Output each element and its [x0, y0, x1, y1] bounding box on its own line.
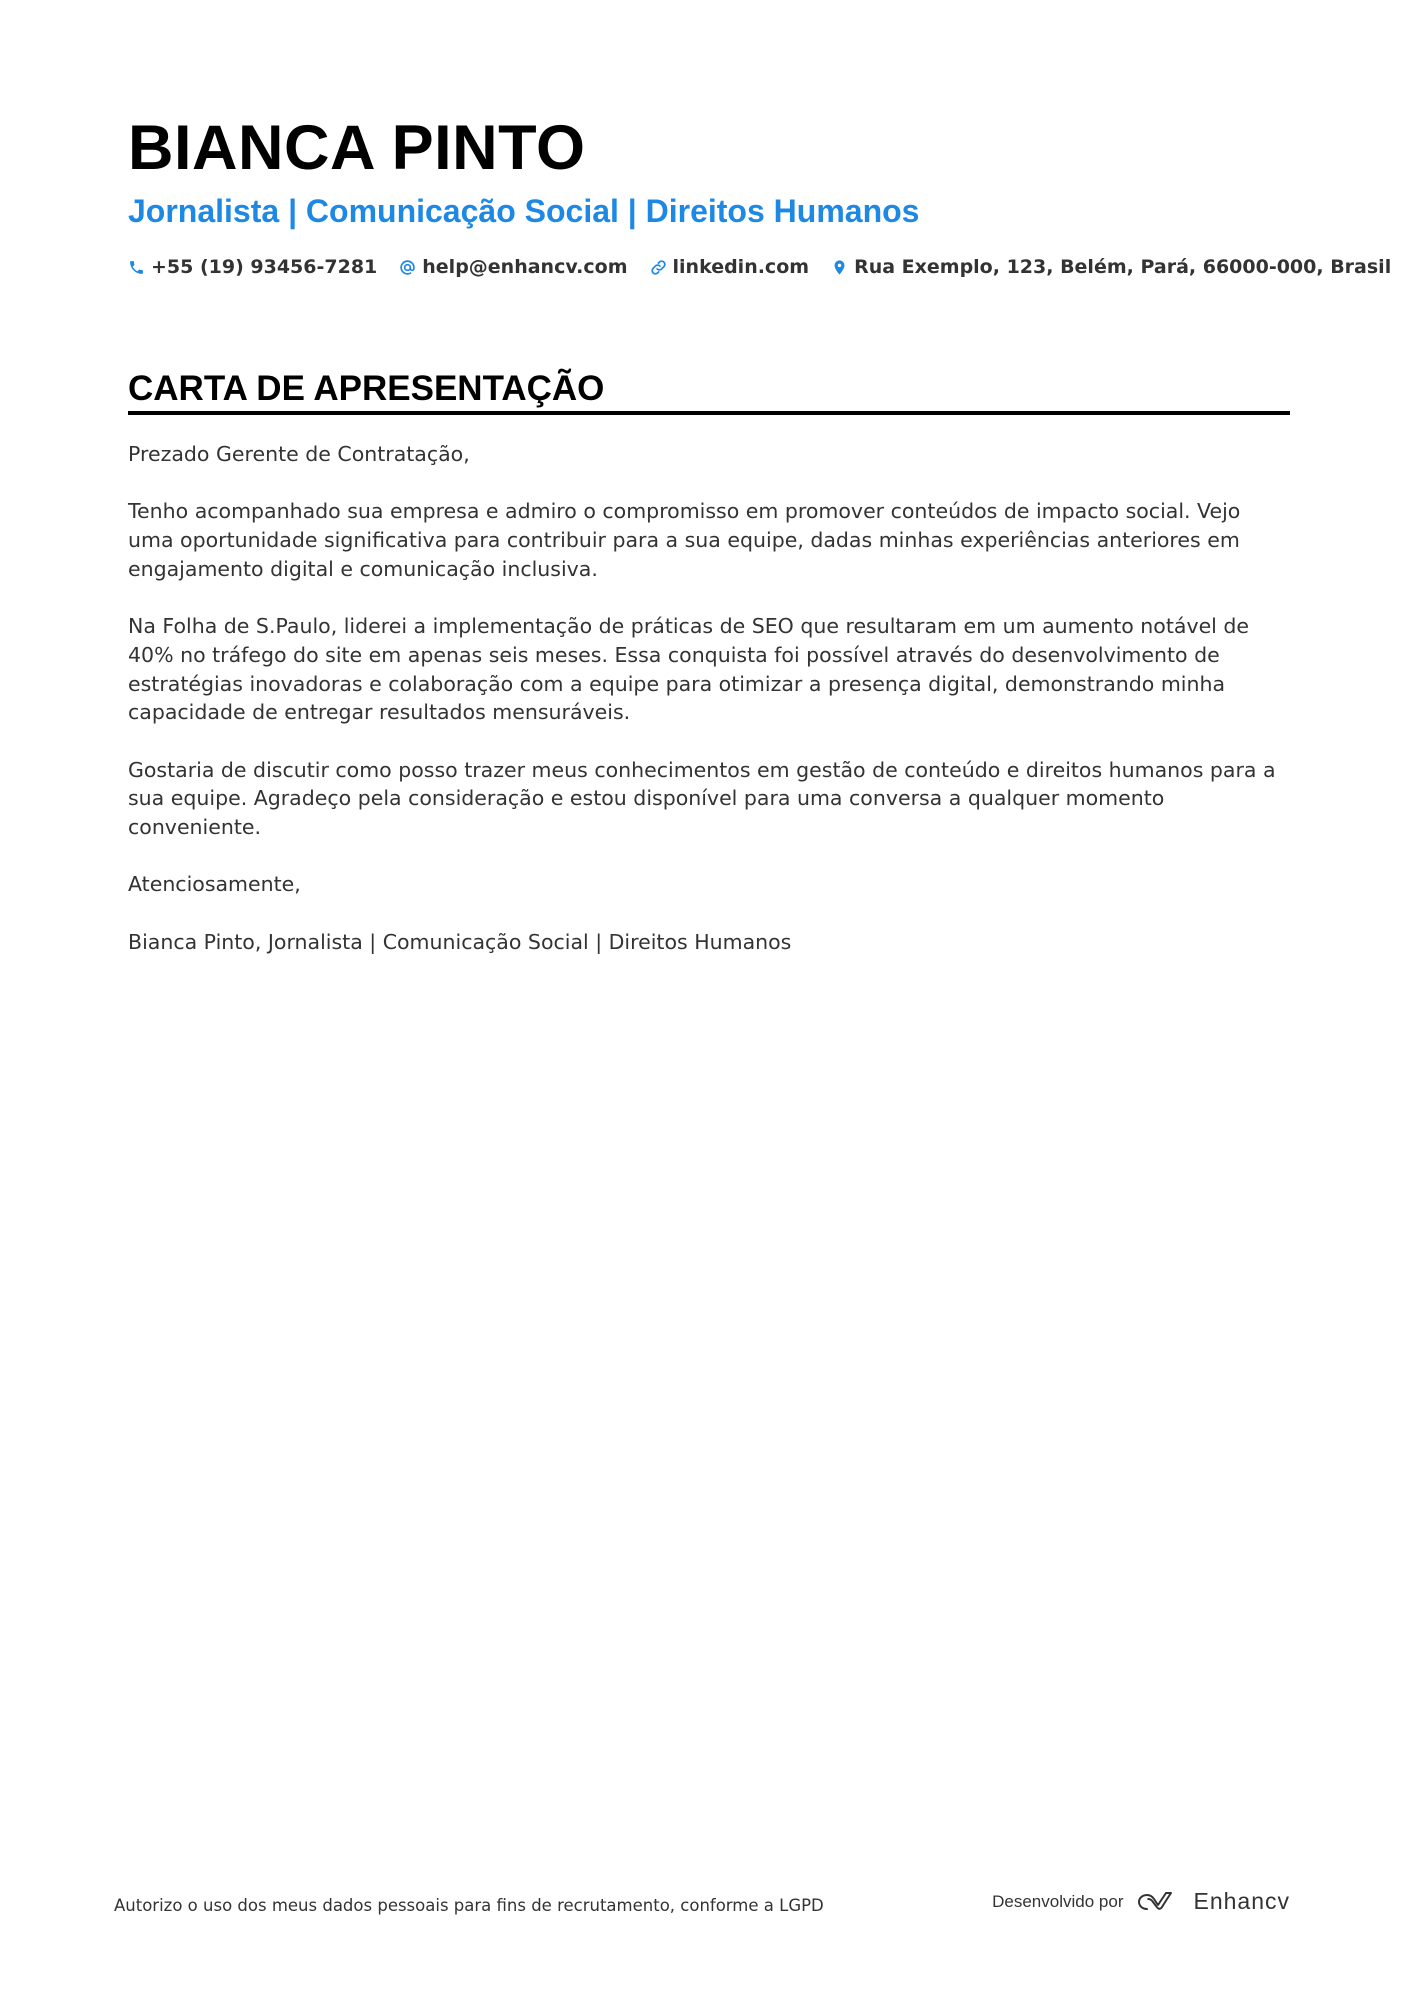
- phone-icon: [128, 259, 145, 276]
- letter-body: [128, 440, 1290, 985]
- letter-paragraph: Gostaria de discutir como posso trazer meus conhecimentos em gestão de conteúdo e direitos humanos para a sua equipe. Agradeço pela consideração e estou disponível para uma conversa a qualquer momento conveniente.: [128, 757, 1276, 840]
- letter-paragraph: Na Folha de S.Paulo, liderei a implementação de práticas de SEO que resultaram em um aumento notável de 40% no tráfego do site em apenas seis meses. Essa conquista foi possível através do desenvolvimento de estratégias inovadoras e colaboração com a equipe para otimizar a presença digital, demonstrando minha capacidade de entregar resultados mensuráveis.: [128, 614, 1250, 725]
- contact-email[interactable]: [399, 252, 627, 282]
- brand-name: Enhancv: [1193, 1888, 1290, 1914]
- enhancv-logo-icon: [1135, 1889, 1181, 1915]
- letter-paragraph: Tenho acompanhado sua empresa e admiro o compromisso em promover conteúdos de impacto social. Vejo uma oportunidade significativa para contribuir para a sua equipe, dadas minhas experiências anteriores em engajamento digital e comunicação inclusiva.: [128, 499, 1241, 581]
- candidate-headline: Jornalista | Comunicação Social | Direitos Humanos: [128, 193, 920, 229]
- letter-salutation: Prezado Gerente de Contratação,: [128, 442, 470, 466]
- contact-linkedin-text[interactable]: linkedin.com: [672, 256, 810, 278]
- footer-brand[interactable]: [992, 1888, 1290, 1915]
- contact-email-text[interactable]: help@enhancv.com: [422, 256, 628, 278]
- section-title: CARTA DE APRESENTAÇÃO: [128, 369, 605, 408]
- contact-linkedin[interactable]: [650, 252, 810, 282]
- contact-bar: [128, 252, 1391, 282]
- letter-signature: Bianca Pinto, Jornalista | Comunicação Social | Direitos Humanos: [128, 929, 792, 954]
- letter-closing: Atenciosamente,: [128, 872, 301, 897]
- at-icon: [399, 259, 416, 276]
- footer-consent-text: Autorizo o uso dos meus dados pessoais para fins de recrutamento, conforme a LGPD: [114, 1896, 824, 1915]
- contact-address-text: Rua Exemplo, 123, Belém, Pará, 66000-000, Brasil: [854, 256, 1392, 278]
- candidate-name: BIANCA PINTO: [128, 113, 586, 183]
- link-icon: [650, 259, 667, 276]
- contact-address: [831, 252, 1391, 282]
- powered-by-label: Desenvolvido por: [992, 1891, 1124, 1911]
- location-pin-icon: [831, 259, 848, 276]
- contact-phone-text: +55 (19) 93456-7281: [151, 256, 378, 278]
- contact-phone: [128, 252, 377, 282]
- section-divider: [128, 411, 1290, 415]
